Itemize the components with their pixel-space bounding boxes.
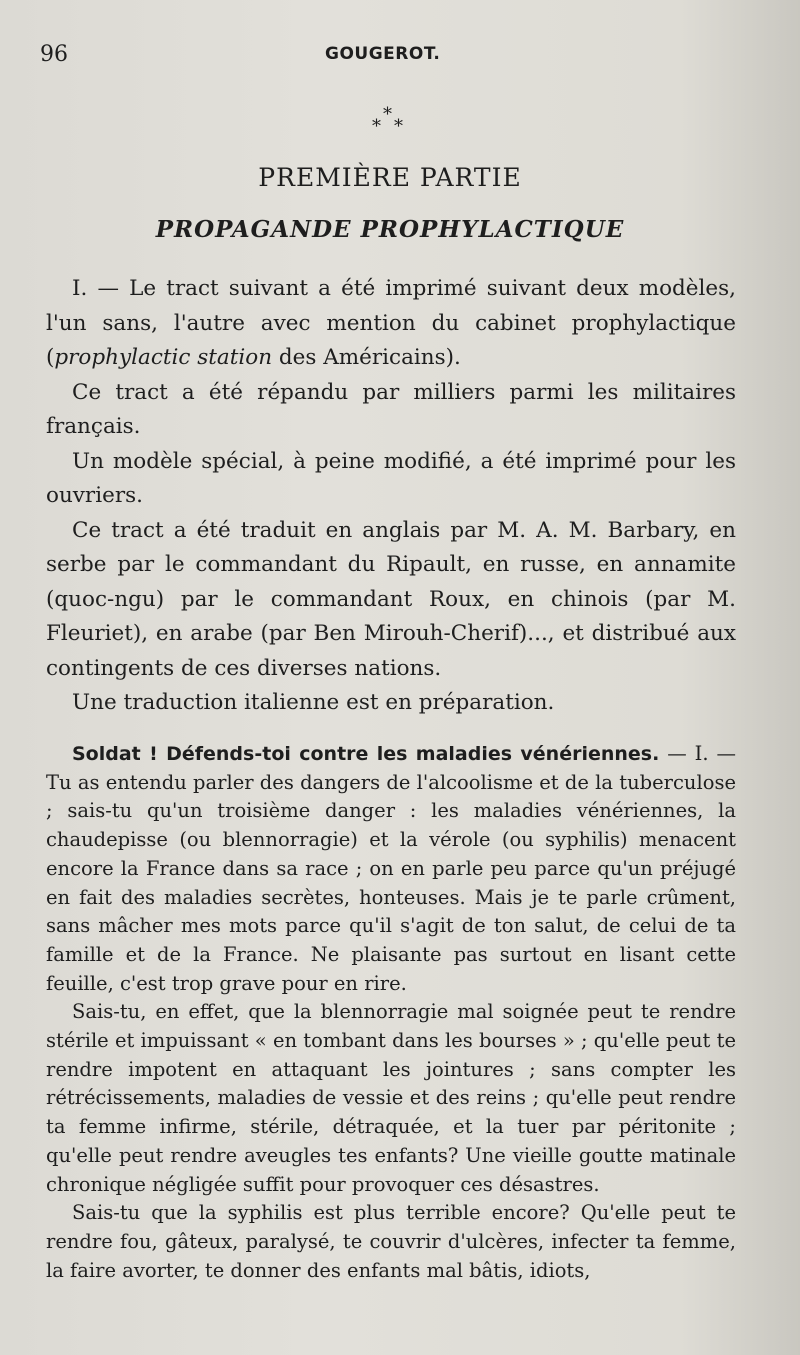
intro-paragraph-2: Ce tract a été répandu par milliers parmi les militaires français.	[46, 379, 736, 439]
tract-paragraph-2: Sais-tu, en effet, que la blennorragie mal soignée peut te rendre stérile et impuissant « en tombant dans les bourses » ; qu'elle peut te rendre impotent en attaquant les jointures ; sans compter les rétrécissements, maladies de vessie et des reins ; qu'elle peut rendre ta femme infirme, stérile, détraquée, et la tuer par péritonite ; qu'elle peut rendre aveugles tes enfants? Une vieille goutte matinale chronique négligée suffit pour provoquer ces désastres.	[46, 1000, 736, 1196]
asterism	[360, 106, 420, 146]
tract-p1-text: — I. — Tu as entendu parler des dangers de l'alcoolisme et de la tuberculose ; sais-tu qu'un troisième danger : les maladies vénériennes, la chaudepisse (ou blennorragie) et la vérole (ou syphilis) menacent encore la France dans sa race ; on en parle peu parce qu'un préjugé en fait des maladies secrètes, honteuses. Mais je te parle crûment, sans mâcher mes mots parce qu'il s'agit de ton salut, de celui de ta famille et de la France. Ne plaisante pas surtout en lisant cette feuille, c'est trop grave pour en rire.	[46, 742, 736, 995]
running-head: GOUGEROT.	[325, 44, 441, 64]
intro-paragraph-5: Une traduction italienne est en préparation.	[72, 690, 555, 715]
tract-title: Soldat ! Défends-toi contre les maladies vénériennes.	[72, 743, 660, 765]
page-header	[40, 42, 740, 72]
tract-paragraph-1	[46, 740, 736, 998]
intro-paragraph-4: Ce tract a été traduit en anglais par M. A. M. Barbary, en serbe par le commandant du Ripault, en russe, en annamite (quoc-ngu) par le commandant Roux, en chinois (par M. Fleuriet), en arabe (par Ben Mirouh-Cherif)..., et distribué aux contingents de ces diverses nations.	[46, 517, 736, 681]
page-number: 96	[40, 42, 68, 67]
intro-p1-text-end: des Américains).	[272, 345, 461, 370]
asterism-star-right: *	[394, 116, 403, 137]
intro-text	[46, 272, 736, 721]
tract-paragraph-3: Sais-tu que la syphilis est plus terrible encore? Qu'elle peut te rendre fou, gâteux, paralysé, te couvrir d'ulcères, infecter ta femme, la faire avorter, te donner des enfants mal bâtis, idiots,	[46, 1201, 736, 1282]
intro-p1-text: I. — Le tract suivant a été imprimé suivant deux modèles, l'un sans, l'autre avec mention du cabinet prophylactique (	[46, 276, 736, 370]
intro-paragraph-1	[46, 272, 736, 376]
asterism-star-top: *	[383, 104, 392, 125]
intro-paragraph-3: Un modèle spécial, à peine modifié, a été imprimé pour les ouvriers.	[46, 448, 736, 508]
part-title: PREMIÈRE PARTIE	[258, 163, 522, 192]
section-title: PROPAGANDE PROPHYLACTIQUE	[155, 216, 625, 243]
asterism-star-left: *	[372, 116, 381, 137]
tract-text	[46, 740, 736, 1285]
intro-p1-italic: prophylactic station	[54, 345, 273, 370]
